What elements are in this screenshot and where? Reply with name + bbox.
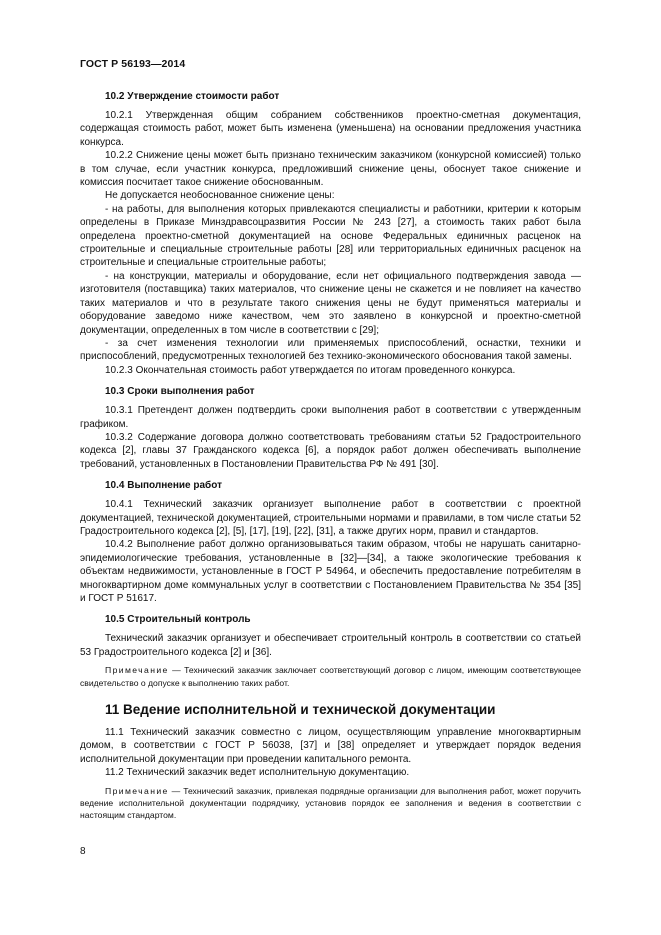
paragraph-10-4-2: 10.4.2 Выполнение работ должно организовываться таким образом, чтобы не нарушать санитарно-эпидемиологические требования, установленные в [32]—[34], а также экологические требования к объектам недвижимости, установленные в ГОСТ Р 54964, и обеспечить предоставление потребителям в многоквартирном доме коммунальных услуг в соответствии с Постановлением Правительства № 354 [35] и ГОСТ Р 51617.: [80, 539, 581, 604]
paragraph-10-5: Технический заказчик организует и обеспечивает строительный контроль в соответствии со статьей 53 Градостроительного кодекса [2] и [36].: [80, 633, 581, 658]
paragraph-10-4-1: 10.4.1 Технический заказчик организует выполнение работ в соответствии с проектной документацией, технической документацией, строительными нормами и правилами, в том числе статьи 52 Градостроительного кодекса [2], [5], [17], [19], [22], [31], а также других норм, правил и стандартов.: [80, 499, 581, 537]
note-11: [80, 785, 581, 822]
section-10-4-heading: 10.4 Выполнение работ: [105, 480, 222, 492]
list-item-technology: - за счет изменения технологии или применяемых приспособлений, оснастки, техники и приспособлений, предусмотренных технологией без технико-экономического обоснования такой замены.: [80, 337, 581, 363]
list-item-works: - на работы, для выполнения которых привлекаются специалисты и работники, критерии к которым определены в Приказе Минздравсоцразвития России № 243 [27], а стоимость таких работ была определена проектно-сметной документацией на основе Федеральных единичных расценок на строительные и специальные строительные работы [28] или территориальных единичных расценок на строительные и специальные строительные работы;: [80, 203, 581, 269]
standard-designation: ГОСТ Р 56193—2014: [80, 58, 186, 70]
paragraph-10-2-1: 10.2.1 Утвержденная общим собранием собственников проектно-сметная документация, содержащая стоимость работ, может быть изменена (уменьшена) на основании предложения участника конкурса.: [80, 110, 581, 148]
page-number: 8: [80, 846, 86, 857]
section-10-2-heading: 10.2 Утверждение стоимости работ: [105, 91, 280, 102]
note-label: Примечание: [105, 665, 169, 676]
paragraph-11-2: 11.2 Технический заказчик ведет исполнительную документацию.: [105, 767, 410, 779]
note-10-5: [80, 664, 581, 689]
paragraph-11-1: 11.1 Технический заказчик совместно с лицом, осуществляющим управление многоквартирным домом, в соответствии с ГОСТ Р 56038, [37] и [38] определяет и утверждает порядок ведения исполнительной документации при проведении капитального ремонта.: [80, 727, 581, 765]
note-text: — Технический заказчик, привлекая подрядные организации для выполнения работ, может поручить ведение исполнительной документации подрядчику, установив порядок ее заполнения и ведения в соответствии с настоящим стандартом.: [80, 785, 581, 821]
section-10-3-heading: 10.3 Сроки выполнения работ: [105, 386, 255, 398]
note-label: Примечание: [105, 785, 169, 796]
document-body: [80, 90, 581, 822]
paragraph-10-2-3: 10.2.3 Окончательная стоимость работ утверждается по итогам проведенного конкурса.: [105, 364, 516, 376]
paragraph-not-allowed: Не допускается необоснованное снижение цены:: [105, 190, 335, 202]
paragraph-10-3-2: 10.3.2 Содержание договора должно соответствовать требованиям статьи 52 Градостроительного кодекса [2], главы 37 Гражданского кодекса [6], а порядок работ должен обеспечивать выполнение требований, установленных в Постановлении Правительства РФ № 491 [30].: [80, 431, 581, 470]
section-10-5-heading: 10.5 Строительный контроль: [105, 614, 251, 626]
paragraph-10-2-2: 10.2.2 Снижение цены может быть признано техническим заказчиком (конкурсной комиссией) только в том случае, если участник конкурса, предложивший снижение цены, обоснует такое снижение и комиссия посчитает такое снижение обоснованным.: [80, 150, 581, 189]
note-text: — Технический заказчик заключает соответствующий договор с лицом, имеющим соответствующее свидетельство о допуске к выполнению таких работ.: [80, 665, 581, 688]
paragraph-10-3-1: 10.3.1 Претендент должен подтвердить сроки выполнения работ в соответствии с утвержденным графиком.: [80, 405, 581, 430]
section-11-heading: 11 Ведение исполнительной и технической документации: [105, 702, 496, 718]
list-item-materials: - на конструкции, материалы и оборудование, если нет официального подтверждения завода — изготовителя (поставщика) таких материалов, что снижение цены не скажется и не повлияет на качество таких материалов и что в результате такого снижения цены не будут применяться материалы и оборудование заведомо ниже качеством, чем это заявлено в конкурсной и проектно-сметной документации, определенных в том числе в соответствии с [29];: [80, 270, 581, 336]
